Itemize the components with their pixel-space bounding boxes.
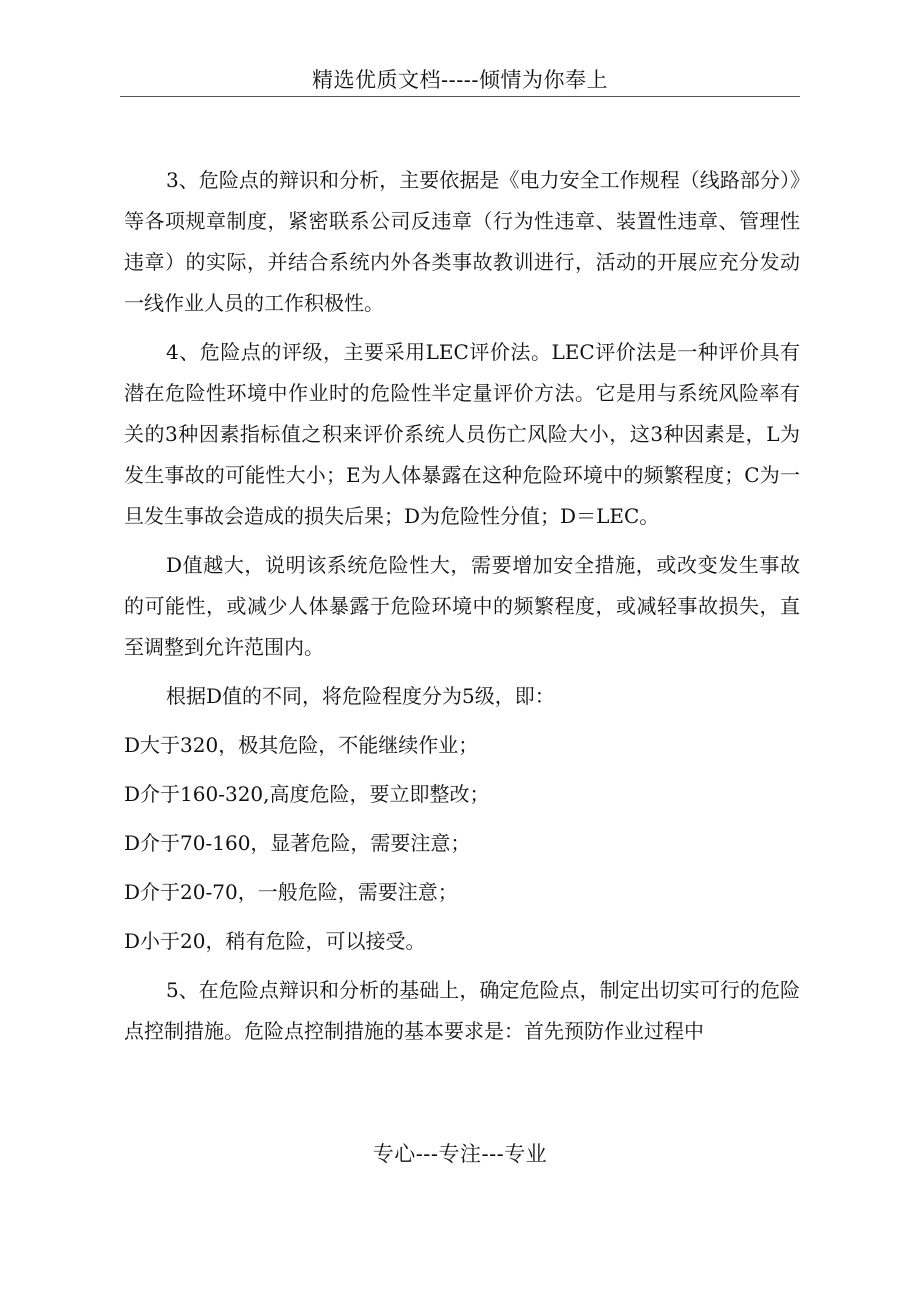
- level-item-5: D小于20，稍有危险，可以接受。: [124, 929, 426, 953]
- level-item-3: D介于70-160，显著危险，需要注意；: [124, 831, 471, 855]
- paragraph-d-value: D值越大，说明该系统危险性大，需要增加安全措施，或改变发生事故的可能性，或减少人体暴露于危险环境中的频繁程度，或减轻事故损失，直至调整到允许范围内。: [124, 553, 800, 659]
- document-body: [124, 160, 800, 1060]
- paragraph-3: 3、危险点的辩识和分析，主要依据是《电力安全工作规程（线路部分）》等各项规章制度，紧密联系公司反违章（行为性违章、装置性违章、管理性违章）的实际，并结合系统内外各类事故教训进行，活动的开展应充分发动一线作业人员的工作积极性。: [124, 168, 800, 315]
- level-item-1: D大于320，极其危险，不能继续作业；: [124, 733, 479, 757]
- page-header: 精选优质文档-----倾情为你奉上: [312, 68, 608, 92]
- paragraph-5: 5、在危险点辩识和分析的基础上，确定危险点，制定出切实可行的危险点控制措施。危险点控制措施的基本要求是：首先预防作业过程中: [124, 978, 800, 1043]
- page-footer: 专心---专注---专业: [372, 1142, 548, 1166]
- levels-intro: 根据D值的不同，将危险程度分为5级，即：: [166, 684, 555, 708]
- header-divider: [120, 96, 800, 97]
- level-item-2: D介于160-320,高度危险，要立即整改；: [124, 782, 490, 806]
- level-item-4: D介于20-70，一般危险，需要注意；: [124, 880, 458, 904]
- paragraph-4: 4、危险点的评级，主要采用LEC评价法。LEC评价法是一种评价具有潜在危险性环境中作业时的危险性半定量评价方法。它是用与系统风险率有关的3种因素指标值之积来评价系统人员伤亡风险大小，这3种因素是，L为发生事故的可能性大小；E为人体暴露在这种危险环境中的频繁程度；C为一旦发生事故会造成的损失后果；D为危险性分值；D＝LEC。: [124, 340, 800, 528]
